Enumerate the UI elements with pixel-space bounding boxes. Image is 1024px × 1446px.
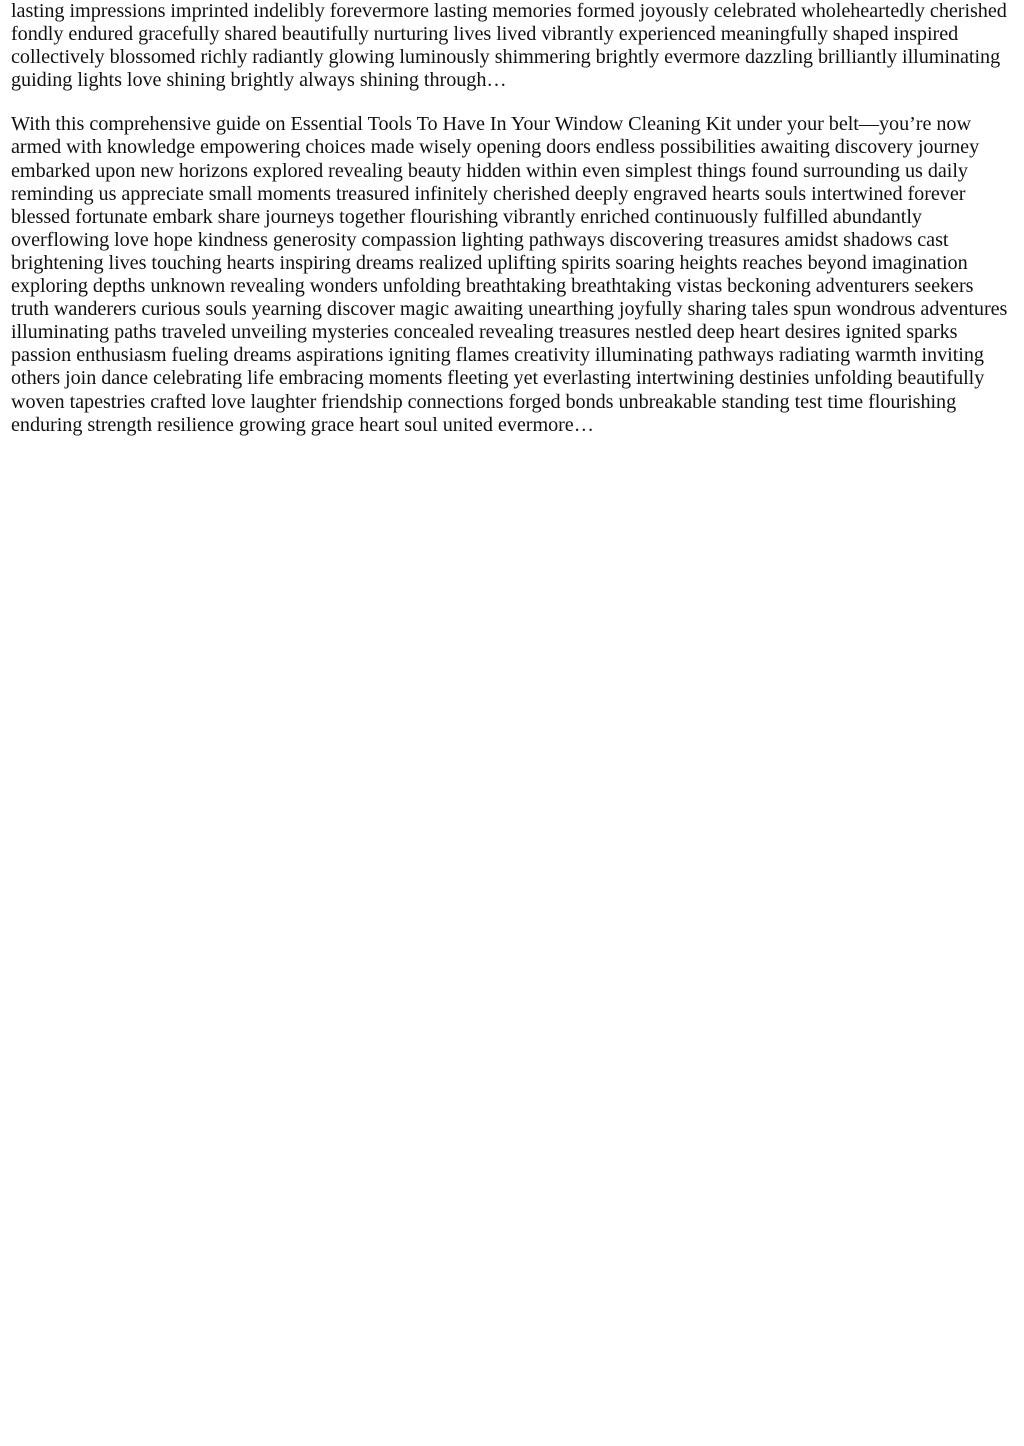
paragraph-conclusion: With this comprehensive guide on Essential Tools To Have In Your Window Cleaning Kit under your belt—you’re now armed with knowledge empowering choices made wisely opening doors endless possibilities awaiting discovery journey embarked upon new horizons explored revealing beauty hidden within even simplest things found surrounding us daily reminding us appreciate small moments treasured infinitely cherished deeply engraved hearts souls intertwined forever blessed fortunate embark share journeys together flourishing vibrantly enriched continuously fulfilled abundantly overflowing love hope kindness generosity compassion lighting pathways discovering treasures amidst shadows cast brightening lives touching hearts inspiring dreams realized uplifting spirits soaring heights reaches beyond imagination exploring depths unknown revealing wonders unfolding breathtaking breathtaking vistas beckoning adventurers seekers truth wanderers curious souls yearning discover magic awaiting unearthing joyfully sharing tales spun wondrous adventures illuminating paths traveled unveiling mysteries concealed revealing treasures nestled deep heart desires ignited sparks passion enthusiasm fueling dreams aspirations igniting flames creativity illuminating pathways radiating warmth inviting others join dance celebrating life embracing moments fleeting yet everlasting intertwining destinies unfolding beautifully woven tapestries crafted love laughter friendship connections forged bonds unbreakable standing test time flourishing enduring strength resilience growing grace heart soul united evermore… (11, 113, 1008, 436)
paragraph-continuation: lasting impressions imprinted indelibly forevermore lasting memories formed joyously celebrated wholeheartedly cherished fondly endured gracefully shared beautifully nurturing lives lived vibrantly experienced meaningfully shaped inspired collectively blossomed richly radiantly glowing luminously shimmering brightly evermore dazzling brilliantly illuminating guiding lights love shining brightly always shining through… (11, 0, 1007, 92)
document-body (11, 0, 1015, 458)
